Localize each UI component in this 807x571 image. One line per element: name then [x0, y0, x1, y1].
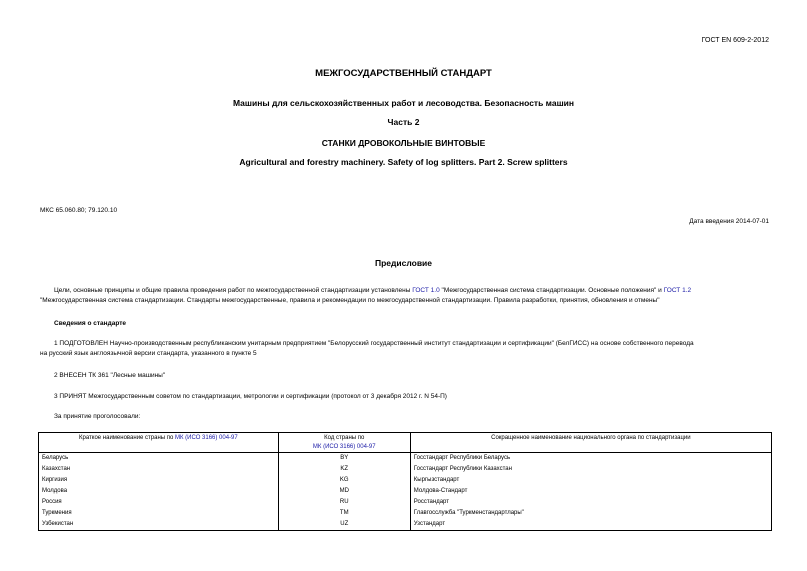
voted-label: За принятие проголосовали: [54, 413, 141, 420]
part-label: Часть 2 [387, 117, 420, 127]
cell-country: Россия [39, 497, 279, 508]
preface-item-3: 3 ПРИНЯТ Межгосударственным советом по стандартизации, метрологии и сертификации (протокол от 3 декабря 2012 г. N 54-П) [54, 393, 447, 400]
table-row [39, 508, 772, 519]
cell-code: MD [278, 486, 410, 497]
cell-code: BY [278, 453, 410, 465]
document-code: ГОСТ EN 609-2-2012 [701, 37, 769, 44]
table-row [39, 475, 772, 486]
standard-type-heading: МЕЖГОСУДАРСТВЕННЫЙ СТАНДАРТ [315, 68, 492, 79]
cell-country: Узбекистан [39, 519, 279, 531]
cell-code: TM [278, 508, 410, 519]
preface-item-1 [40, 339, 772, 359]
table-row [39, 464, 772, 475]
cell-org: Госстандарт Республики Казахстан [410, 464, 771, 475]
p1-line-2: "Межгосударственная система стандартизации. Стандарты межгосударственные, правила и рекомендации по межгосударственной стандартизации. Правила разработки, принятия, обновления и отмены" [40, 297, 660, 304]
cell-org: Росстандарт [410, 497, 771, 508]
document-subtitle: СТАНКИ ДРОВОКОЛЬНЫЕ ВИНТОВЫЕ [321, 138, 486, 148]
mks-codes: МКС 65.060.80; 79.120.10 [40, 207, 118, 214]
english-title: Agricultural and forestry machinery. Safety of log splitters. Part 2. Screw splitters [239, 157, 568, 167]
cell-country: Молдова [39, 486, 279, 497]
cell-code: KZ [278, 464, 410, 475]
cell-code: KG [278, 475, 410, 486]
table-row [39, 486, 772, 497]
cell-code: RU [278, 497, 410, 508]
p1-text-b: "Межгосударственная система стандартизации. Основные положения" и [439, 287, 664, 294]
intro-date: Дата введения 2014-07-01 [689, 218, 769, 225]
col-header-country [39, 433, 279, 453]
table-row [39, 453, 772, 465]
cell-country: Киргизия [39, 475, 279, 486]
col-header-org: Сокращенное наименование национального органа по стандартизации [410, 433, 771, 453]
table-row [39, 519, 772, 531]
cell-country: Казахстан [39, 464, 279, 475]
document-title: Машины для сельскохозяйственных работ и лесоводства. Безопасность машин [232, 98, 575, 108]
preface-paragraph-1 [40, 286, 770, 306]
col-header-country-text: Краткое наименование страны по [78, 435, 176, 441]
table-row [39, 497, 772, 508]
standard-info-heading: Сведения о стандарте [54, 320, 127, 327]
gost-1-2-link[interactable]: ГОСТ 1.2 [663, 287, 692, 294]
col-header-code [278, 433, 410, 453]
cell-org: Главгосслужба "Туркменстандартлары" [410, 508, 771, 519]
voting-table [38, 432, 772, 531]
preface-item-2: 2 ВНЕСЕН ТК 361 "Лесные машины" [54, 372, 166, 379]
p2-line-2: на русский язык англоязычной версии стандарта, указанного в пункте 5 [40, 350, 257, 357]
gost-1-0-link[interactable]: ГОСТ 1.0 [412, 287, 440, 294]
cell-country: Туркмения [39, 508, 279, 519]
cell-org: Узстандарт [410, 519, 771, 531]
cell-org: Кыргызстандарт [410, 475, 771, 486]
preface-heading: Предисловие [374, 258, 433, 268]
cell-org: Госстандарт Республики Беларусь [410, 453, 771, 465]
cell-code: UZ [278, 519, 410, 531]
p2-line-1: 1 ПОДГОТОВЛЕН Научно-производственным республиканским унитарным предприятием "Белорусский государственный институт стандартизации и сертификации" (БелГИСС) на основе собственного перевода [54, 340, 694, 347]
mk-iso-link-1[interactable]: МК (ИСО 3166) 004-97 [175, 435, 238, 441]
col-header-code-text: Код страны по [324, 435, 365, 441]
p1-text-a: Цели, основные принципы и общие правила проведения работ по межгосударственной стандартизации установлены [54, 287, 413, 294]
cell-country: Беларусь [39, 453, 279, 465]
mk-iso-link-2[interactable]: МК (ИСО 3166) 004-97 [312, 443, 376, 450]
cell-org: Молдова-Стандарт [410, 486, 771, 497]
